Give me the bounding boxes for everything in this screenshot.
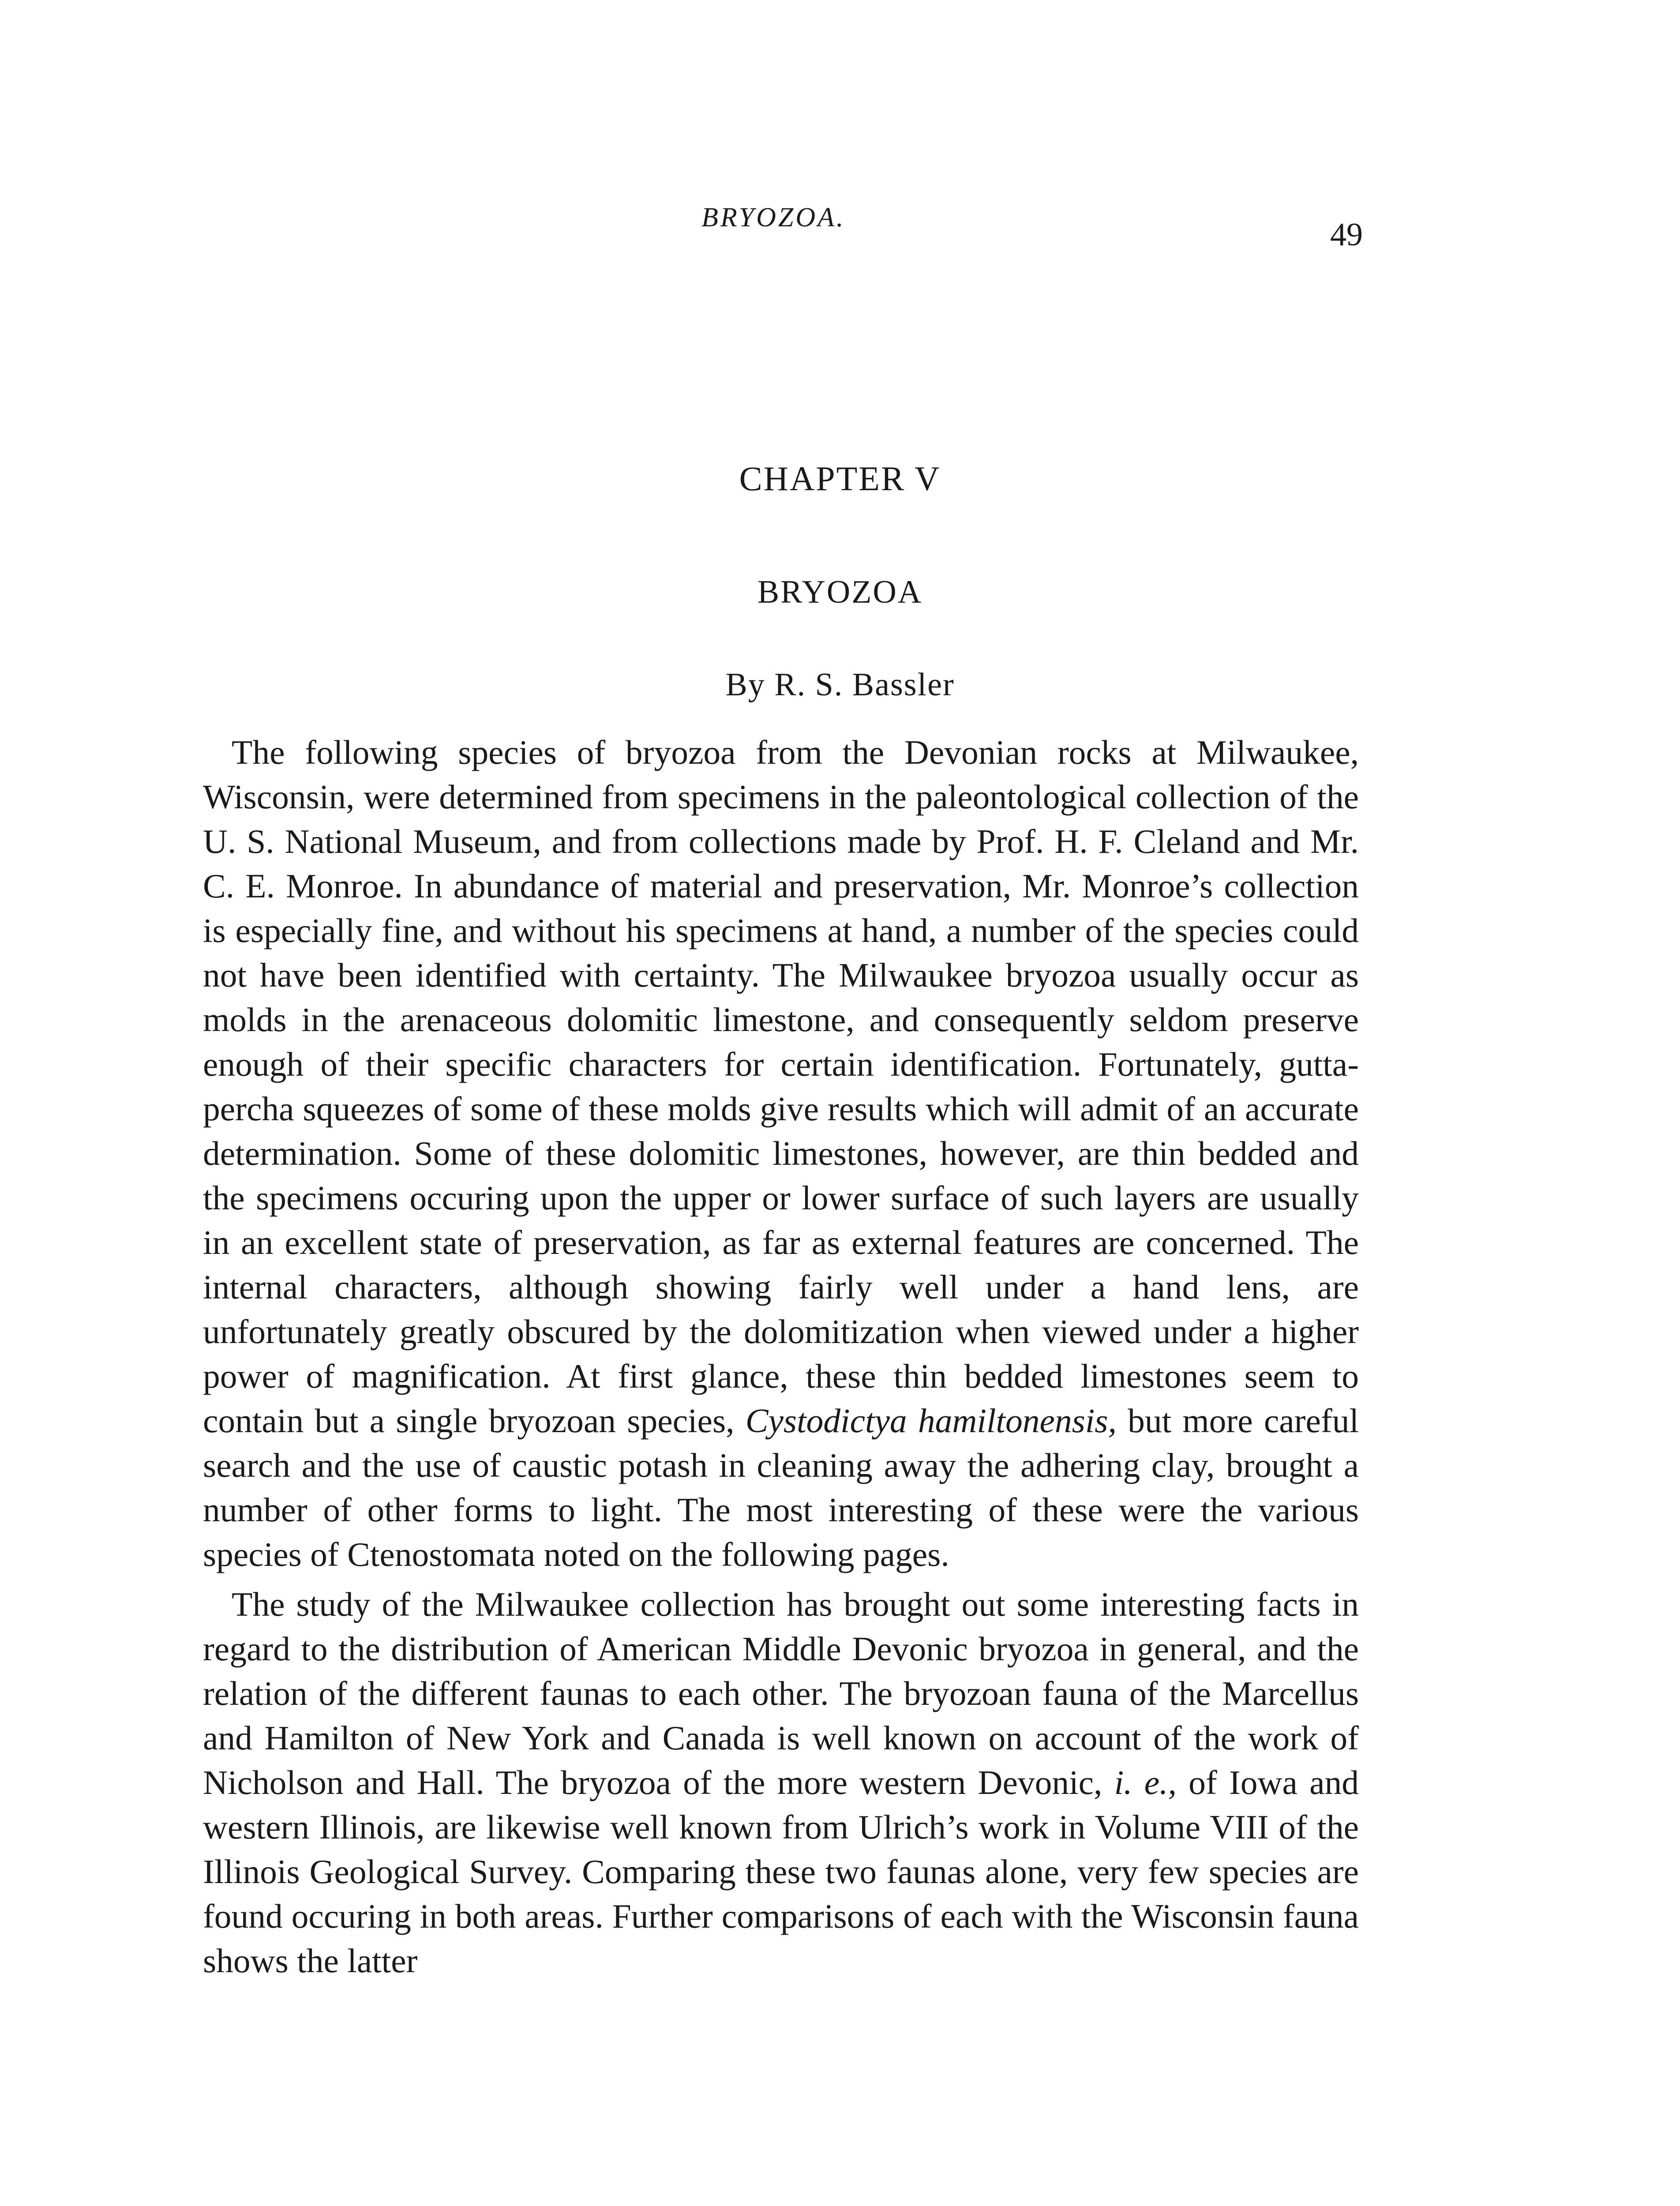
paragraph-1-text-a: The following species of bryozoa from the Devonian rocks at Milwaukee, Wisconsin, were determined from specimens in the paleontological collection of the U. S. National Museum, and from collections made by Prof. H. F. Cleland and Mr. C. E. Monroe. In abundance of material and preservation, Mr. Monroe’s collection is especially fine, and without his specimens at hand, a number of the species could not have been identified with certainty. The Milwaukee bryozoa usually occur as molds in the arenaceous dolomitic limestone, and consequently seldom preserve enough of their specific characters for certain identification. Fortunately, gutta-percha squeezes of some of these molds give results which will admit of an accurate determination. Some of these dolomitic limestones, however, are thin bedded and the specimens occuring upon the upper or lower surface of such layers are usually in an excellent state of preservation, as far as external features are concerned. The internal characters, although showing fairly well under a hand lens, are unfortunately greatly obscured by the dolomitization when viewed under a higher power of magnification. At first glance, these thin bedded limestones seem to contain but a single bryozoan species, [203,733,1359,1440]
chapter-heading: CHAPTER V [739,459,941,498]
body-text [203,730,1359,1983]
paragraph-2-text-b: of Iowa and western Illinois, are likewise well known from Ulrich’s work in Volume VIII of the Illinois Geological Survey. Comparing these two faunas alone, very few species are found occuring in both areas. Further comparisons of each with the Wisconsin fauna shows the latter [203,1763,1359,1980]
running-head: BRYOZOA. [701,203,846,233]
paragraph-2-text-a: The study of the Milwaukee collection has brought out some interesting facts in regard to the distribution of American Middle Devonic bryozoa in general, and the relation of the different faunas to each other. The bryozoan fauna of the Marcellus and Hamilton of New York and Canada is well known on account of the work of Nicholson and Hall. The bryozoa of the more western Devonic, [203,1585,1359,1801]
paragraph-1-text-b: but more careful search and the use of caustic potash in cleaning away the adhering clay, brought a number of other forms to light. The most interesting of these were the various species of Ctenostomata noted on the following pages. [203,1402,1359,1573]
section-title: BRYOZOA [757,574,923,610]
species-name: Cystodictya hamiltonensis, [745,1402,1117,1440]
paragraph-1 [203,730,1359,1577]
page-number: 49 [1330,217,1363,253]
paragraph-2 [203,1582,1359,1983]
latin-abbreviation: i. e., [1114,1763,1177,1801]
author-byline: By R. S. Bassler [725,667,955,703]
